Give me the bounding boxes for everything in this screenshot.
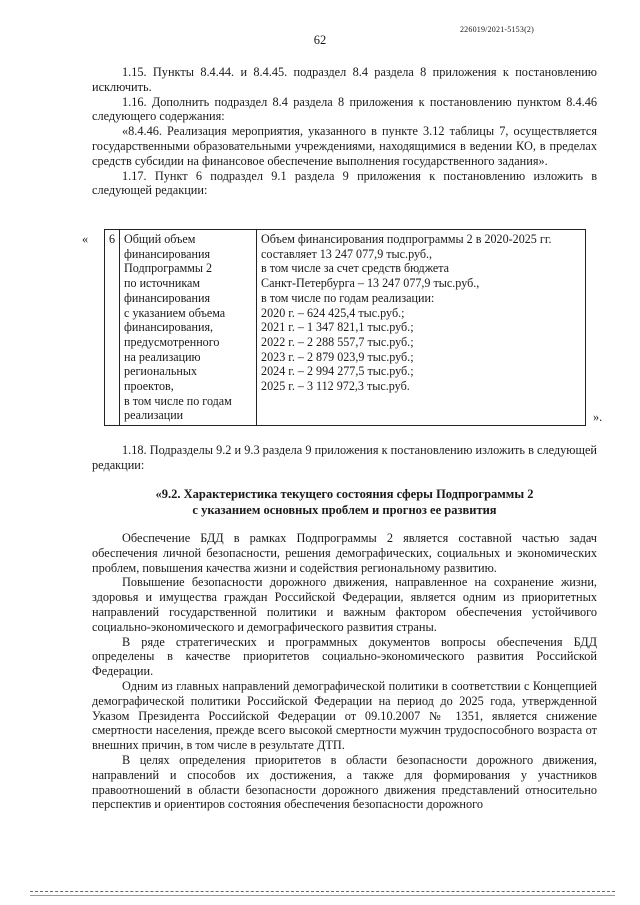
page-number: 62 [313, 33, 327, 47]
paragraph-1-17: 1.17. Пункт 6 подраздел 9.1 раздела 9 приложения к постановлению изложить в следующей редакции: [92, 168, 597, 198]
heading-line-1: «9.2. Характеристика текущего состояния сферы Подпрограммы 2 [155, 487, 534, 501]
name-line: Общий объем [124, 232, 196, 246]
name-line: с указанием объема [124, 305, 226, 320]
value-line: в том числе по годам реализации: [261, 290, 435, 305]
top-paragraphs [92, 65, 597, 198]
row-number-cell: 6 [105, 230, 120, 426]
body-paragraph: Обеспечение БДД в рамках Подпрограммы 2 является составной частью задач обеспечения личной безопасности, решения демографических, социальных и экономических проблем, повышения качества жизни и содействия региональному развитию. [92, 531, 597, 575]
name-line: финансирования, [124, 320, 214, 335]
body-paragraph: В ряде стратегических и программных документов вопросы обеспечения БДД определены в качестве приоритетов социально-экономического развития Российской Федерации. [92, 634, 597, 679]
name-line: на реализацию [124, 349, 201, 364]
name-line: в том числе по годам [124, 393, 232, 408]
name-line: предусмотренного [124, 334, 220, 349]
name-line: Подпрограммы 2 [124, 261, 213, 276]
table-row [105, 230, 586, 426]
paragraph-1-16: 1.16. Дополнить подраздел 8.4 раздела 8 приложения к постановлению пунктом 8.4.46 следующего содержания: [92, 94, 597, 124]
table-open-quote: « [82, 232, 89, 246]
heading-line-2: с указанием основных проблем и прогноз ее развития [192, 502, 497, 517]
name-line: региональных [124, 364, 198, 379]
paragraph-1-15: 1.15. Пункты 8.4.44. и 8.4.45. подраздел 8.4 раздела 8 приложения к постановлению исключить. [92, 65, 597, 94]
paragraph-8-4-46: «8.4.46. Реализация мероприятия, указанного в пункте 3.12 таблицы 7, осуществляется государственными образовательными учреждениями, находящимися в ведении КО, в пределах средств субсидии на финансовое обеспечение выполнения государственного задания». [92, 124, 597, 168]
table-close-quote: ». [593, 410, 603, 424]
name-line: реализации [124, 408, 184, 423]
body-paragraphs [92, 531, 597, 812]
document-number: 226019/2021-5153(2) [459, 25, 534, 34]
value-line: Объем финансирования подпрограммы 2 в 2020-2025 гг. [261, 232, 552, 246]
scan-edge-line [30, 891, 615, 892]
scan-edge-line [30, 895, 615, 896]
value-line: в том числе за счет средств бюджета [261, 261, 450, 276]
row-value-cell [257, 230, 586, 426]
section-heading [92, 487, 597, 518]
value-line: составляет 13 247 077,9 тыс.руб., [261, 246, 433, 261]
value-line: 2022 г. – 2 288 557,7 тыс.руб.; [261, 334, 414, 349]
paragraph-1-18: 1.18. Подразделы 9.2 и 9.3 раздела 9 приложения к постановлению изложить в следующей редакции: [92, 443, 597, 472]
value-line: Санкт-Петербурга – 13 247 077,9 тыс.руб., [261, 276, 480, 291]
row-name-cell [120, 230, 257, 426]
body-paragraph: Одним из главных направлений демографической политики в соответствии с Концепцией демографической политики Российской Федерации на период до 2025 года, утвержденной Указом Президента Российской Федерации от 09.10.2007 № 1351, является снижение смертности населения, прежде всего высокой смертности мужчин трудоспособного возраста от внешних причин, в том числе в результате ДТП. [92, 678, 597, 753]
value-line: 2024 г. – 2 994 277,5 тыс.руб.; [261, 364, 414, 379]
value-line: 2021 г. – 1 347 821,1 тыс.руб.; [261, 320, 414, 335]
name-line: по источникам [124, 276, 201, 291]
name-line: проектов, [124, 379, 174, 394]
financing-table [104, 229, 586, 426]
value-line: 2025 г. – 3 112 972,3 тыс.руб. [261, 379, 410, 394]
name-line: финансирования [124, 246, 211, 261]
body-paragraph: Повышение безопасности дорожного движения, направленное на сохранение жизни, здоровья и имущества граждан Российской Федерации, является одним из приоритетных направлений государственной политики и важным фактором обеспечения устойчивого социально-экономического и демографического развития страны. [92, 575, 597, 634]
financing-table-wrapper [104, 229, 586, 426]
value-line: 2020 г. – 624 425,4 тыс.руб.; [261, 305, 405, 320]
name-line: финансирования [124, 290, 211, 305]
paragraph-1-18-block [92, 443, 597, 473]
body-paragraph: В целях определения приоритетов в области безопасности дорожного движения, направлений и способов их достижения, а также для формирования у участников правоотношений в области безопасности дорожного движения представлений относительно перспектив и ориентиров состояния обеспечения безопасности дорожного [92, 752, 597, 812]
value-line: 2023 г. – 2 879 023,9 тыс.руб.; [261, 349, 414, 364]
